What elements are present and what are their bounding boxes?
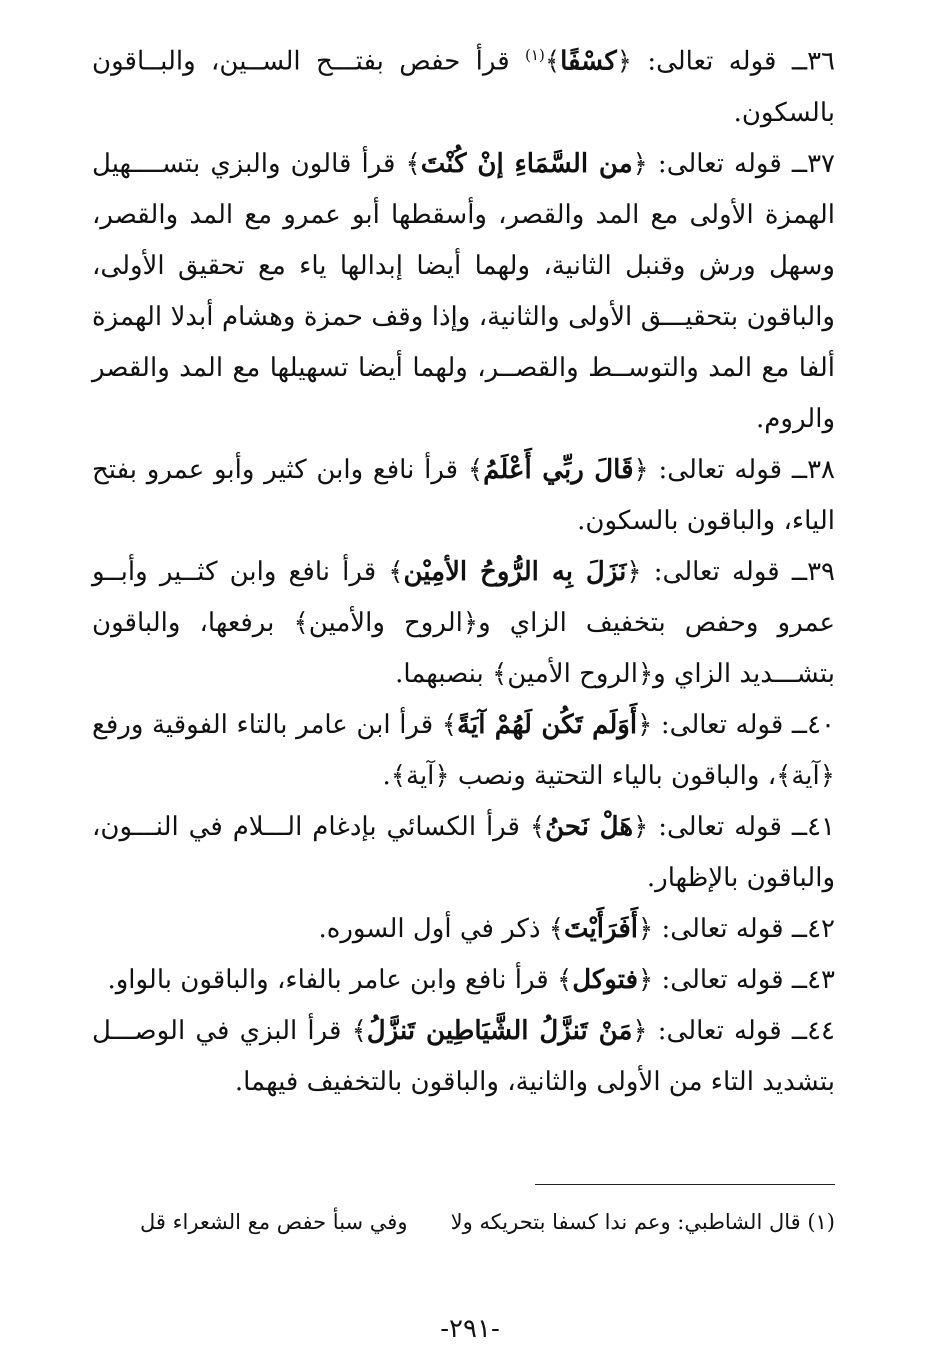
footnote-verse-second: وفي سبأ حفص مع الشعراء قل [140, 1210, 408, 1234]
quran-brace-open: ﴿ [633, 811, 649, 842]
quran-quote: قَالَ ربِّي أَعْلَمُ [483, 454, 634, 485]
footnote [140, 1207, 835, 1237]
entry-number: ٤٢ــ قوله تعالى: [653, 913, 835, 944]
entry-text: قرأ حفص بفتـــح الســين، والبــاقون بالسكون. [92, 46, 835, 128]
quran-brace-open: ﴿ [637, 709, 653, 740]
footnote-reference: (١) [525, 46, 545, 64]
entry-number: ٤٠ــ قوله تعالى: [652, 709, 835, 740]
entry-38 [92, 445, 835, 547]
entry-41 [92, 802, 835, 904]
entry-text: قرأ قالون والبزي بتســــهيل الهمزة الأولى مع المد والقصر، وأسقطها أبو عمرو مع المد والقصر، وسهل ورش وقنبل الثانية، ولهما أيضا إبدالها ياء مع تحقيق الأولى، والباقون بتحقيـــق الأولى والثانية، وإذا وقف حمزة وهشام أبدلا الهمزة ألفا مع المد والتوســط والقصــر، ولهما أيضا تسهيلها مع المد والقصر والروم. [92, 148, 835, 434]
entry-number: ٤٣ــ قوله تعالى: [653, 964, 835, 995]
entry-number: ٤٤ــ قوله تعالى: [647, 1015, 836, 1046]
quran-brace-open: ﴿ [633, 454, 649, 485]
quran-quote: كسْفًا [560, 46, 617, 77]
quran-brace-close: ﴾ [467, 454, 484, 485]
entry-number: ٣٧ــ قوله تعالى: [647, 148, 835, 179]
quran-quote: أَفَرَأَيْتَ [564, 913, 639, 944]
quran-brace-open: ﴿ [632, 1015, 648, 1046]
quran-brace-close: ﴾ [388, 556, 404, 587]
quran-brace-close: ﴾ [351, 1015, 367, 1046]
entry-text: ذكر في أول السوره. [318, 913, 549, 944]
quran-brace-close: ﴾ [405, 148, 421, 179]
quran-brace-close: ﴾ [544, 46, 561, 77]
quran-brace-open: ﴿ [626, 556, 642, 587]
footnote-verse-first: (١) قال الشاطبي: وعم ندا كسفا بتحريكه ولا [450, 1210, 835, 1234]
quran-quote: فتوكل [572, 964, 639, 995]
entry-number: ٣٨ــ قوله تعالى: [648, 454, 835, 485]
entry-42 [92, 904, 835, 955]
entry-36 [92, 30, 835, 139]
quran-quote: مَنْ تَنزَّلُ الشَّيَاطِين تَنزَّلُ [366, 1015, 633, 1046]
entry-number: ٣٦ــ قوله تعالى: [631, 46, 835, 77]
entry-number: ٣٩ــ قوله تعالى: [641, 556, 836, 587]
entry-text: قرأ البزي في الوصـــل بتشديد التاء من الأولى والثانية، والباقون بالتخفيف فيهما. [92, 1015, 835, 1097]
entry-40 [92, 700, 835, 802]
quran-brace-close: ﴾ [529, 811, 546, 842]
quran-brace-open: ﴿ [616, 46, 632, 77]
page-number: -٢٩١- [440, 1314, 500, 1344]
quran-quote: أَوَلَم تَكُن لَهُمْ آيَةً [457, 709, 638, 740]
entry-number: ٤١ــ قوله تعالى: [648, 811, 836, 842]
entry-text: قرأ نافع وابن كثير وأبو عمرو بفتح الياء، والباقون بالسكون. [92, 454, 835, 536]
quran-quote: من السَّمَاءِ إنْ كُنْتَ [420, 148, 633, 179]
entry-text: قرأ نافع وابن عامر بالفاء، والباقون بالواو. [107, 964, 557, 995]
quran-brace-close: ﴾ [557, 964, 573, 995]
entry-text: قرأ ابن عامر بالتاء الفوقية ورفع ﴿آية﴾، والباقون بالياء التحتية ونصب ﴿آية﴾. [92, 709, 835, 791]
quran-brace-close: ﴾ [441, 709, 458, 740]
quran-brace-open: ﴿ [632, 148, 648, 179]
footnote-divider [535, 1184, 835, 1185]
entry-44 [92, 1006, 835, 1108]
body-text [92, 30, 835, 1108]
entry-43 [92, 955, 835, 1006]
quran-quote: هَلْ نَحنُ [545, 811, 634, 842]
quran-brace-open: ﴿ [638, 913, 654, 944]
quran-brace-open: ﴿ [638, 964, 654, 995]
quran-quote: نَزَلَ بِه الرُّوحُ الأمِيْن [403, 556, 627, 587]
quran-brace-close: ﴾ [548, 913, 565, 944]
entry-37 [92, 139, 835, 445]
entry-39 [92, 547, 835, 700]
entry-text: قرأ الكسائي بإدغام الـــلام في النـــون، والباقون بالإظهار. [92, 811, 835, 893]
entry-text: قرأ نافع وابن كثــير وأبــو عمرو وحفص بتخفيف الزاي و﴿الروح والأمين﴾ برفعها، والباقون بتشـــديد الزاي و﴿الروح الأمين﴾ بنصبهما. [92, 556, 835, 689]
